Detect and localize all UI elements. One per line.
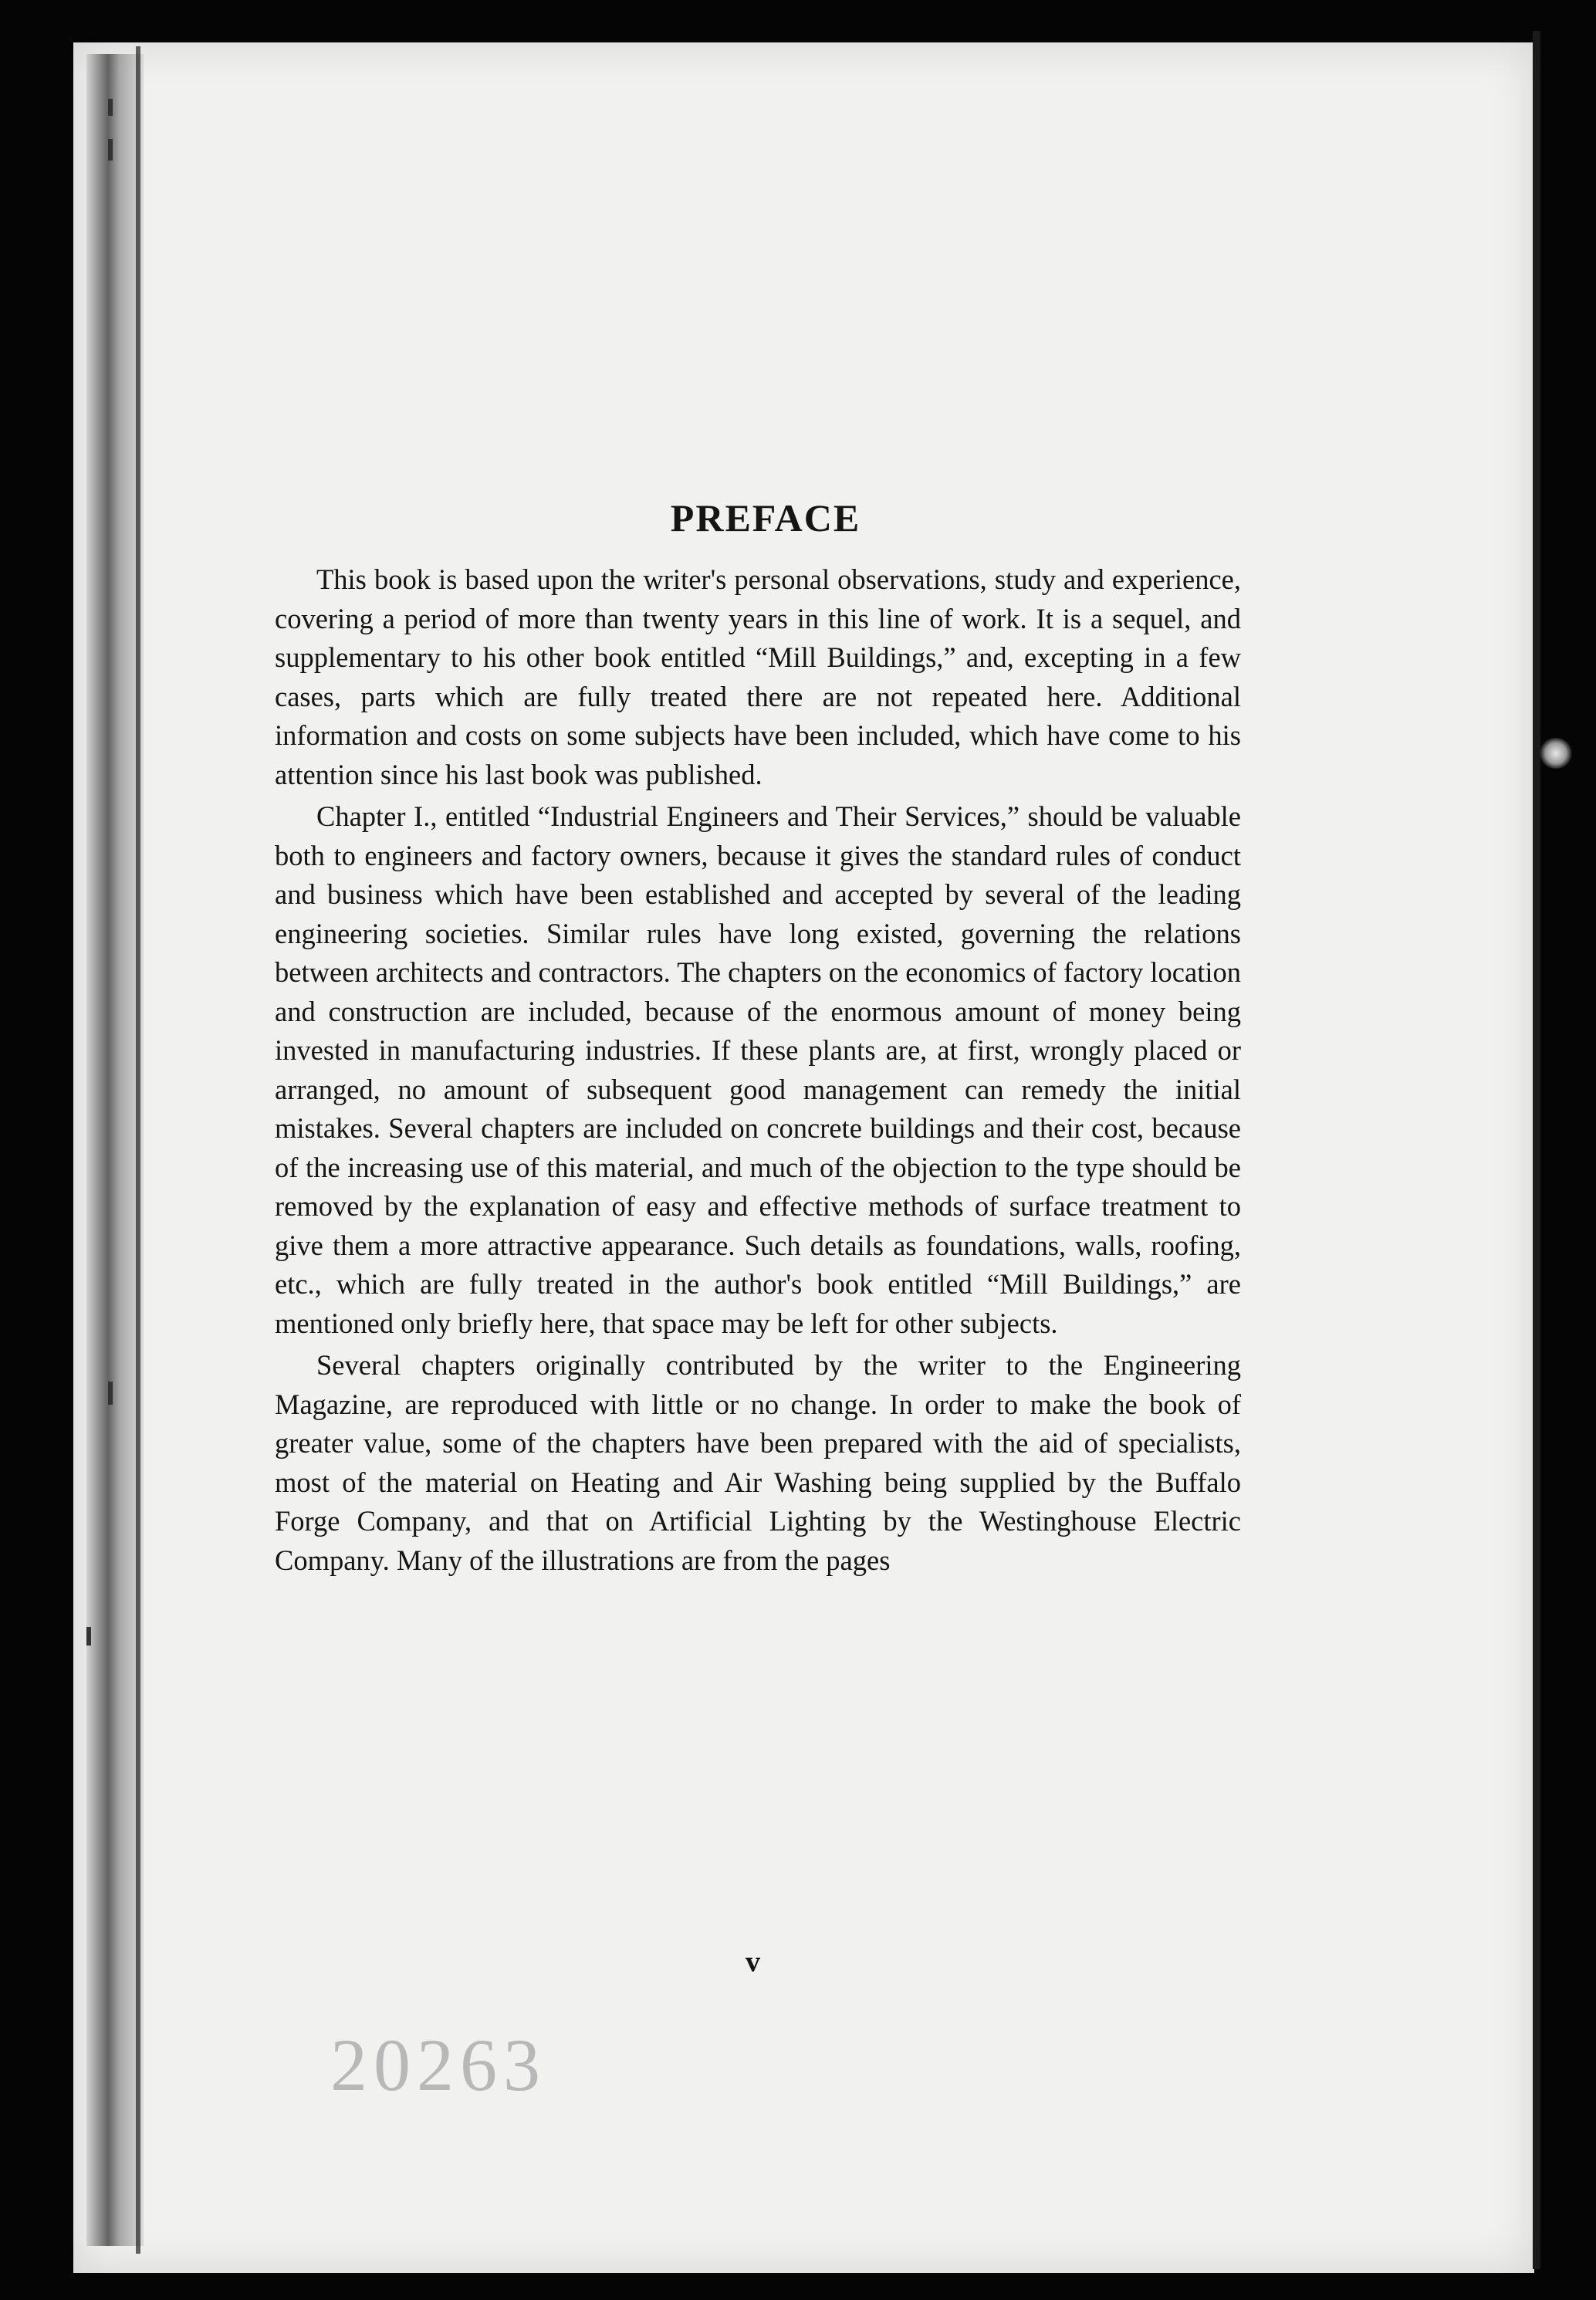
edge-mark: [86, 1627, 91, 1646]
gutter-line: [136, 46, 140, 2254]
page-title: PREFACE: [670, 496, 861, 539]
preface-text: [275, 496, 1241, 1583]
edge-mark: [108, 1382, 113, 1405]
paragraph: Chapter I., entitled “Industrial Engineers and Their Services,” should be valuable both to engineers and factory owners, because it gives the standard rules of conduct and business which have been established and accepted by several of the leading engineering societies. Similar rules have long existed, governing the relations between architects and contractors. The chapters on the economics of factory location and construction are included, because of the enormous amount of money being invested in manufacturing industries. If these plants are, at first, wrongly placed or arranged, no amount of subsequent good management can remedy the initial mistakes. Several chapters are included on concrete buildings and their cost, because of the increasing use of this material, and much of the objection to the type should be removed by the explanation of easy and effective methods of surface treatment to give them a more attractive appearance. Such details as foundations, walls, roofing, etc., which are fully treated in the author's book entitled “Mill Buildings,” are mentioned only briefly here, that space may be left for other subjects.: [275, 800, 1241, 1339]
paragraph: Several chapters originally contributed by the writer to the Engineering Magazine, are reproduced with little or no change. In order to make the book of greater value, some of the chapters have been prepared with the aid of specialists, most of the material on Heating and Air Washing being supplied by the Buffalo Forge Company, and that on Artificial Lighting by the Westinghouse Electric Company. Many of the illustrations are from the pages: [275, 1349, 1241, 1576]
page-number: v: [746, 1946, 760, 1978]
paragraph: This book is based upon the writer's personal observations, study and experience, covering a period of more than twenty years in this line of work. It is a sequel, and supplementary to his other book entitled “Mill Buildings,” and, excepting in a few cases, parts which are fully treated there are not repeated here. Additional information and costs on some subjects have been included, which have come to his attention since his last book was published.: [275, 563, 1241, 790]
book-spine-shadow: [86, 54, 144, 2246]
page-edge: [1533, 31, 1540, 2269]
edge-mark: [108, 99, 113, 116]
library-stamp: 20263: [330, 2024, 546, 2106]
margin-smudge: [1539, 738, 1573, 769]
edge-mark: [108, 139, 113, 161]
